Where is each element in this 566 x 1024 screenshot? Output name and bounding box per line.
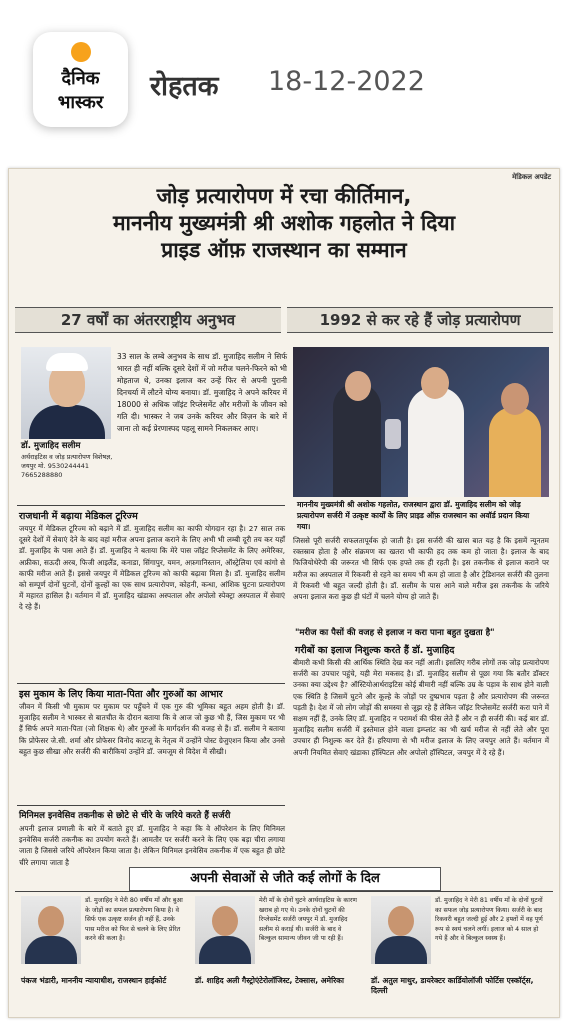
medical-tourism-text: जयपुर में मेडिकल टूरिज्म को बढ़ाने में डॉ. मुजाहिद सलीम का काफी योगदान रहा है। 27 साल तक दूसरे देशों में सेवाएं देने के बाद वहां मरीज अपना इलाज कराने के लिए अभी भी लम्बी दूरी तय कर यहाँ डॉ. मुजाहिद के पास आते हैं। डॉ. मुजाहिद ने बताया कि मेरे पास जॉइंट रिप्लेसमेंट के लिए अमेरिका, अफ्रीका, सऊदी अरब, फिजी आइलैंड, कनाडा, सिंगापुर, यमन, अफ़गानिस्तान, ऑस्ट्रेलिया एवं कांगो से काफी मरीज आते हैं। इससे जयपुर में मेडिकल टूरिज्म को काफी बढ़ावा मिला है। डॉ. मुजाहिद सलीम को सम्पूर्ण दोनों घुटनों, दोनों कूल्हों का एक साथ प्रत्यारोपण, कोहनी, कन्धा, आंशिक घुटना प्रत्यारोपण में महारत हासिल है। वर्तमान में डॉ. मुजाहिद खंडाका अस्पताल और अपोलो स्पेक्ट्रा अस्पताल में सेवाएं दे रहे हैं। <box>19 524 285 612</box>
intro-paragraph: 33 साल के लम्बे अनुभव के साथ डॉ. मुजाहिद सलीम ने सिर्फ भारत ही नहीं बल्कि दूसरे देशों में जो मरीज चलने-फिरने को भी मोहताज थे, उनका इलाज कर उन्हें फिर से अपनी पुरानी दिनचर्या में लौटने योग्य बनाया। डॉ. मुजाहिद ने अपने करियर में 18000 से अधिक जॉइंट रिप्लेसमेंट और मरीजों के जीवन को गति दी। भास्कर ने जब उनके करियर और विज़न के बारे में जाना तो कई प्रेरणास्पद पहलू सामने निकलकर आए। <box>117 352 287 433</box>
testimonial-photo <box>21 896 81 964</box>
doctor-details: अर्थराइटिस व जोड़ प्रत्यारोपण विशेषज्ञ, जयपुर मो. 9530244441 7665288880 <box>21 453 113 479</box>
testimonial-text: डॉ. मुजाहिद ने मेरी 80 वर्षीय माँ और बुआ के जोड़ों का सफल प्रत्यारोपण किया है। वे सिर्फ एक उत्कृष्ट सर्जन ही नहीं हैं, उनके पास मरीज को फिर से चलने के लिए प्रेरित करने की कला है। <box>85 897 183 942</box>
gratitude-text: जीवन में किसी भी मुकाम पर मुकाम पर पहुँचने में एक गुरु की भूमिका बहुत अहम होती है। डॉ. मुजाहिद सलीम ने भास्कर से बातचीत के दौरान बताया कि वे आज जो कुछ भी हैं, जिस मुकाम पर भी हैं सिर्फ अपने माता-पिता (जो शिक्षक थे) और गुरुओं के मार्गदर्शन की वजह से हैं। डॉ. सलीम ने बताया कि प्रोफेसर जे.सी. शर्मा और प्रोफेसर विनोद काटजू के नेतृत्व में उन्होंने पोस्ट ग्रेजुएशन किया और उनसे बहुत कुछ सीखा और सर्जरी की बारीकियां उन्होंने डॉ. जमजूम से विदेश में सीखी। <box>19 702 285 756</box>
free-treatment-heading: गरीबों का इलाज निशुल्क करते हैं डॉ. मुजाहिद <box>295 645 455 656</box>
minimal-invasive-text: अपनी इलाज प्रणाली के बारे में बताते हुए डॉ. मुजाहिद ने कहा कि वे ऑपरेशन के लिए मिनिमल इनवेसिव सर्जरी तकनीक का उपयोग करते हैं। आमतौर पर सर्जरी करने के लिए एक बड़ा चीरा लगाया जाता है जिससे जरिये ऑपरेशन किया जाता है। लेकिन मिनिमल इनवेसिव तकनीक में एक बहुत ही छोटे चीरे लगाया जाता है <box>19 824 285 867</box>
headline-line-3: प्राइड ऑफ़ राजस्थान का सम्मान <box>161 238 407 262</box>
edition-city: रोहतक <box>150 71 219 102</box>
free-treatment-text: बीमारी कभी किसी की आर्थिक स्थिति देख कर नहीं आती। इसलिए गरीब लोगों तक जोड़ प्रत्यारोपण सर्जरी का उपचार पहुंचे, यही मेरा मकसद है। डॉ. मुजाहिद सलीम से पूछा गया कि बतौर डॉक्टर उनका क्या उद्देश्य है? ऑस्टियोआर्थराइटिस कोई बीमारी नहीं बल्कि उम्र के पड़ाव के साथ होने वाली एक स्थिति है जिसमें घुटने और कूल्हे के जोड़ों पर दुष्प्रभाव पड़ता है और प्रत्यारोपण की जरूरत पड़ती है। देश में जो लोग जोड़ों की समस्या से जूझ रहे हैं लेकिन जॉइंट रिप्लेसमेंट सर्जरी करा पाने में सक्षम नहीं हैं, उनके लिए डॉ. मुजाहिद न परामर्श की फीस लेते हैं और न ही सर्जरी की। कई बार डॉ. मुजाहिद सलीम सर्जरी में इस्तेमाल होने वाला इम्प्लांट का भी खर्च मरीज से नहीं लेते और पूरा उपचार ही निशुल्क कर देते हैं। हरियाणा से भी मरीज इलाज के लिए जयपुर आते हैं। वर्तमान में अपनी नियमित सेवाएं खंडाका हॉस्पिटल और अपोलो हॉस्पिटल, जयपुर में दे रहे हैं। <box>293 658 549 757</box>
surgery-benefits-text: जिससे पूरी सर्जरी सफलतापूर्वक हो जाती है। इस सर्जरी की खास बात यह है कि इसमें न्यूनतम रक्तस्राव होता है और संक्रमण का खतरा भी काफी हद तक कम हो जाता है। इलाज के बाद फिजियोथेरेपी की जरूरत भी सिर्फ एक हफ्ते तक ही रहती है। इस तकनीक से इलाज कराने पर मरीज का अस्पताल में रिकवरी से रहने का समय भी कम हो जाता है और ट्रेडिशनल सर्जरी की तुलना में रिकवरी भी बहुत जल्दी होती है। डॉ. सलीम के पास आने वाले मरीज इस तकनीक के जरिये अपना इलाज करा कुछ ही घंटों में चलने योग्य हो जाते हैं। <box>293 536 549 602</box>
testimonial-name: डॉ. शाहिद अली गैस्ट्रोएंटेरोलॉजिस्ट, टेक्सास, अमेरिका <box>195 976 344 985</box>
sun-icon <box>71 42 91 62</box>
testimonial-photo <box>371 896 431 964</box>
testimonials-band: अपनी सेवाओं से जीते कई लोगों के दिल <box>129 867 441 891</box>
headline-line-1: जोड़ प्रत्यारोपण में रचा कीर्तिमान, <box>156 184 412 208</box>
award-photo <box>293 347 549 497</box>
testimonial-text: डॉ. मुजाहिद ने मेरी 81 वर्षीय माँ के दोनों घुटनों का सफल जोड़ प्रत्यारोपण किया। सर्जरी के बाद रिकवरी बहुत जल्दी हुई और 2 हफ्तों में वह पूर्ण रूप से स्वयं चलने लगीं। इलाज को 4 साल हो गये हैं और वे बिल्कुल स्वस्थ हैं। <box>435 897 543 942</box>
headline <box>23 183 545 264</box>
testimonial-name: डॉ. अतुल माथुर, डायरेक्टर कार्डियोलॉजी फोर्टिस एस्कॉर्ट्स, दिल्ली <box>371 976 534 995</box>
divider <box>17 805 285 806</box>
dainik-bhaskar-logo[interactable] <box>33 32 128 127</box>
testimonial-name: पंकज भंडारी, माननीय न्यायाधीश, राजस्थान हाईकोर्ट <box>21 976 167 985</box>
newspaper-clipping[interactable] <box>8 168 560 1018</box>
divider <box>17 683 285 684</box>
trophy-icon <box>385 419 401 449</box>
headline-line-2: माननीय मुख्यमंत्री श्री अशोक गहलोत ने दिया <box>112 211 456 235</box>
edition-date: 18-12-2022 <box>268 66 425 97</box>
since-1992-band: 1992 से कर रहे हैं जोड़ प्रत्यारोपण <box>287 307 553 333</box>
experience-band: 27 वर्षों का अंतरराष्ट्रीय अनुभव <box>15 307 281 333</box>
divider <box>17 505 285 506</box>
minimal-invasive-heading: मिनिमल इनवेसिव तकनीक से छोटे से चीरे के जरिये करते हैं सर्जरी <box>19 811 231 821</box>
testimonial-text: मेरी माँ के दोनों घुटने आर्थराइटिस के कारण खराब हो गए थे। उनके दोनों घुटनों की रिप्लेसमेंट सर्जरी जयपुर में डॉ. मुजाहिद सलीम से कराई थी। सर्जरी के बाद वे बिल्कुल सामान्य जीवन जी पा रही हैं। <box>259 897 357 942</box>
testimonials <box>15 891 553 1012</box>
app-header <box>0 0 566 140</box>
gratitude-heading: इस मुकाम के लिए किया माता-पिता और गुरुओं का आभार <box>19 689 223 700</box>
medical-tourism-heading: राजधानी में बढ़ाया मेडिकल टूरिज्म <box>19 511 138 522</box>
testimonial-photo <box>195 896 255 964</box>
doctor-name: डॉ. मुजाहिद सलीम <box>21 441 81 451</box>
logo-line-2: भास्कर <box>57 92 104 113</box>
award-photo-caption: माननीय मुख्यमंत्री श्री अशोक गहलोत, राजस्थान द्वारा डॉ. मुजाहिद सलीम को जोड़ प्रत्यारोपण सर्जरी में उत्कृष्ट कार्यों के लिए प्राइड ऑफ़ राजस्थान का अवॉर्ड प्रदान किया गया। <box>297 500 530 531</box>
doctor-portrait <box>21 347 111 439</box>
pull-quote: "मरीज का पैसों की वजह से इलाज न करा पाना बहुत दुखता है" <box>295 628 495 638</box>
section-tag: मेडिकल अपडेट <box>512 173 551 181</box>
logo-line-1: दैनिक <box>61 68 100 89</box>
